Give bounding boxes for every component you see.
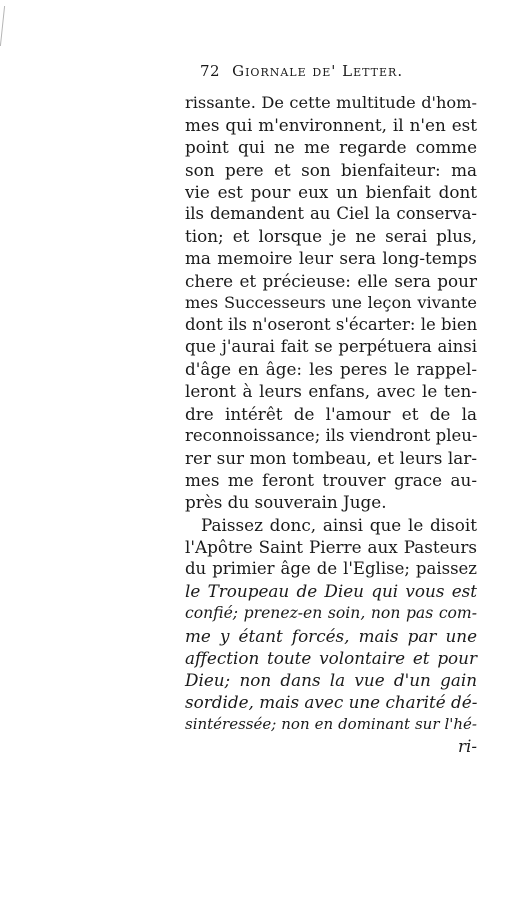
text-line: rer sur mon tombeau, et leurs lar- — [185, 448, 477, 468]
text-line: sintéressée; non en dominant sur l'hé- — [185, 715, 477, 734]
text-line: chere et précieuse: elle sera pour — [185, 270, 477, 291]
text-line: point qui ne me regarde comme — [185, 137, 477, 158]
running-title: Giornale de' Letter. — [232, 62, 404, 80]
text-line: reconnoissance; ils viendront pleu- — [185, 425, 478, 445]
text-line: affection toute volontaire et pour — [185, 647, 477, 668]
page-edge-mark — [0, 6, 15, 46]
text-line: rissante. De cette multitude d'hom- — [185, 93, 477, 112]
text-line: son pere et son bienfaiteur: ma — [185, 159, 477, 180]
text-line: sordide, mais avec une charité dé- — [185, 692, 478, 713]
text-line: ils demandent au Ciel la conserva- — [185, 203, 477, 223]
text-line: mes qui m'environnent, il n'en est — [185, 115, 477, 136]
text-line: confié; prenez-en soin, non pas com- — [185, 604, 477, 623]
text-line: mes me feront trouver grace au- — [185, 470, 477, 491]
text-line: dont ils n'oseront s'écarter: le bien — [185, 314, 478, 334]
text-line: mes Successeurs une leçon vivante — [185, 292, 477, 312]
catchword: ri- — [457, 736, 477, 757]
page-number: 72 — [200, 62, 221, 80]
text-line: le Troupeau de Dieu qui vous est — [185, 581, 477, 602]
text-line: près du souverain Juge. — [185, 492, 387, 513]
text-line: tion; et lorsque je ne serai plus, — [185, 226, 477, 247]
text-line: que j'aurai fait se perpétuera ainsi — [185, 337, 477, 357]
text-line: leront à leurs enfans, avec le ten- — [185, 381, 477, 402]
text-line: dre intérêt de l'amour et de la — [185, 403, 477, 424]
text-line: me y étant forcés, mais par une — [185, 625, 477, 646]
text-line: du primier âge de l'Eglise; paissez — [185, 558, 477, 578]
body-text — [185, 92, 477, 758]
text-line: Paissez donc, ainsi que le disoit — [201, 514, 477, 535]
running-head — [200, 62, 403, 80]
text-line: ma memoire leur sera long-temps — [185, 248, 477, 269]
text-line: Dieu; non dans la vue d'un gain — [185, 669, 477, 690]
text-line: l'Apôtre Saint Pierre aux Pasteurs — [185, 536, 477, 557]
text-line: vie est pour eux un bienfait dont — [185, 181, 477, 202]
text-line: d'âge en âge: les peres le rappel- — [185, 359, 477, 380]
